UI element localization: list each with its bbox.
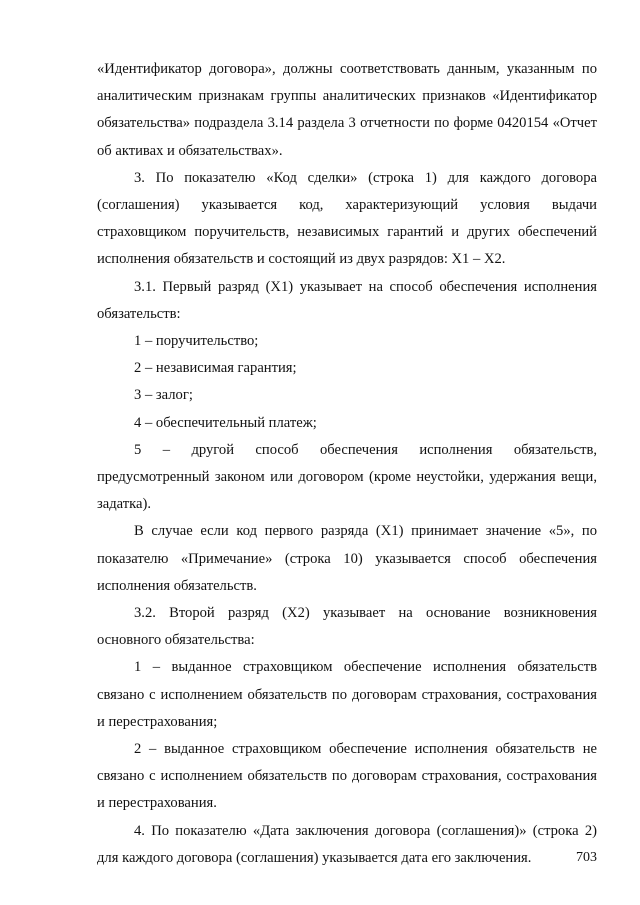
- paragraph-x1-note: В случае если код первого разряда (X1) принимает значение «5», по показателю «Примечание» (строка 10) указывается способ обеспечения исполнения обязательств.: [97, 523, 597, 594]
- paragraph-section-3-1: 3.1. Первый разряд (X1) указывает на способ обеспечения исполнения обязательств:: [97, 278, 597, 322]
- page-number: 703: [576, 850, 597, 865]
- list-item-1-guarantee: 1 – поручительство;: [134, 333, 259, 350]
- list-item-x2-1: 1 – выданное страховщиком обеспечение исполнения обязательств связано с исполнением обязательств по договорам страхования, сострахования и перестрахования;: [97, 659, 597, 730]
- list-item-5-other-method: 5 – другой способ обеспечения исполнения обязательств, предусмотренный законом или договором (кроме неустойки, удержания вещи, задатка).: [97, 441, 597, 513]
- list-item-4-security-payment: 4 – обеспечительный платеж;: [134, 414, 317, 431]
- list-item-x2-2: 2 – выданное страховщиком обеспечение исполнения обязательств не связано с исполнением обязательств по договорам страхования, сострахования и перестрахования.: [97, 741, 597, 812]
- document-body: [97, 56, 597, 872]
- paragraph-section-3-2: 3.2. Второй разряд (X2) указывает на основание возникновения основного обязательства:: [97, 605, 597, 649]
- list-item-2-independent-guarantee: 2 – независимая гарантия;: [134, 360, 297, 377]
- list-item-3-pledge: 3 – залог;: [134, 387, 193, 404]
- paragraph-section-4: 4. По показателю «Дата заключения договора (соглашения)» (строка 2) для каждого договора (соглашения) указывается дата его заключения.: [97, 822, 597, 866]
- paragraph-identifier-continuation: «Идентификатор договора», должны соответствовать данным, указанным по аналитическим признакам группы аналитических признаков «Идентификатор обязательства» подраздела 3.14 раздела 3 отчетности по форме 0420154 «Отчет об активах и обязательствах».: [97, 61, 597, 159]
- paragraph-section-3: 3. По показателю «Код сделки» (строка 1) для каждого договора (соглашения) указывается код, характеризующий условия выдачи страховщиком поручительств, независимых гарантий и других обеспечений исполнения обязательств и состоящий из двух разрядов: X1 – X2.: [97, 169, 597, 268]
